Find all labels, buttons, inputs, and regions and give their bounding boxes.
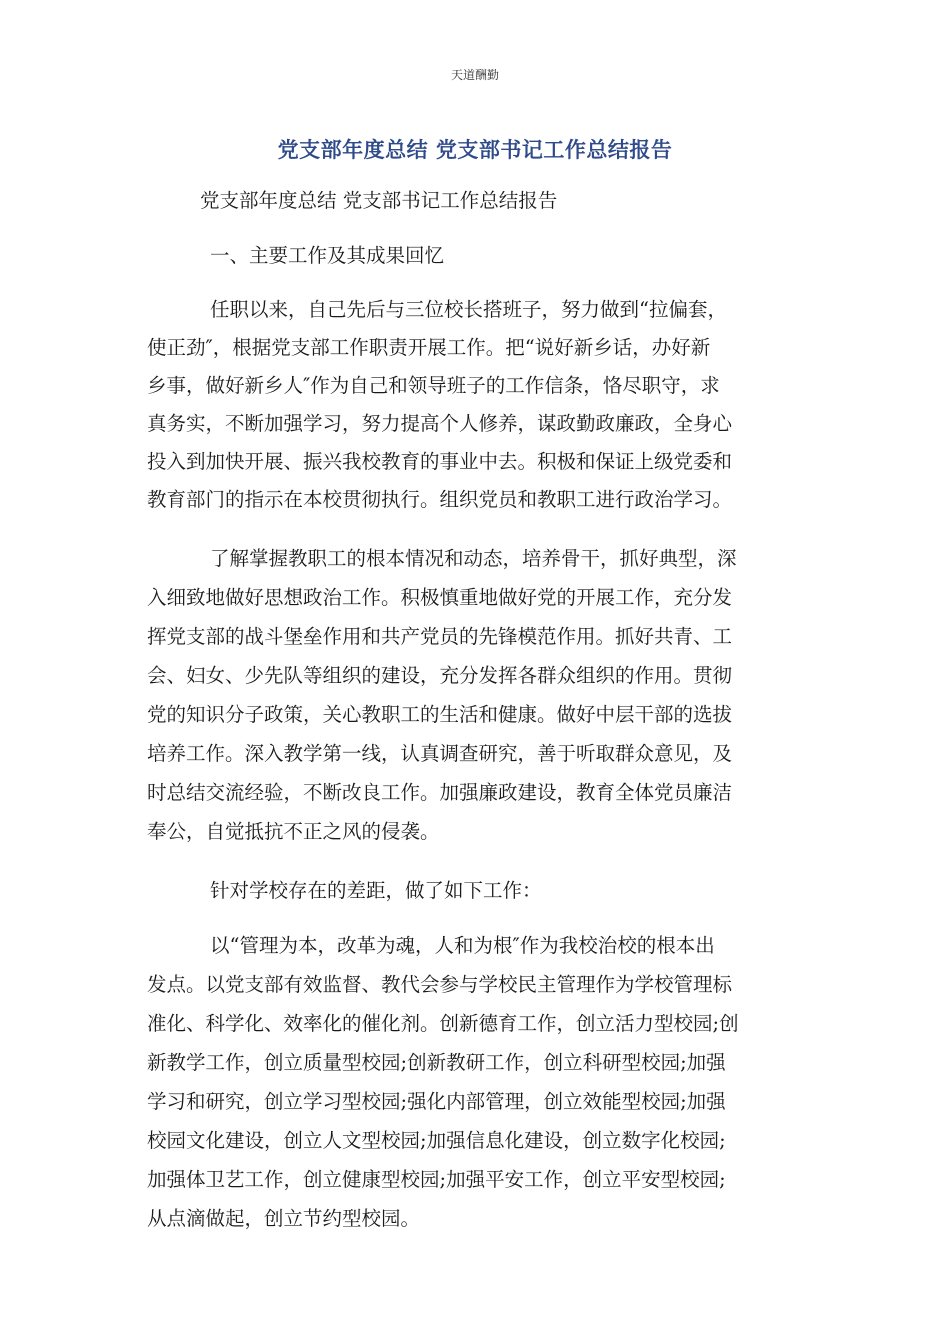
page-header: 天道酬勤 xyxy=(450,68,499,82)
paragraph-3-line-5: 投入到加快开展、振兴我校教育的事业中去。积极和保证上级党委和 xyxy=(147,450,733,473)
paragraph-3-line-6: 教育部门的指示在本校贯彻执行。组织党员和教职工进行政治学习。 xyxy=(147,488,733,511)
paragraph-3-line-2: 使正劲″，根据党支部工作职责开展工作。把“说好新乡话，办好新 xyxy=(147,336,711,359)
paragraph-4-line-4: 会、妇女、少先队等组织的建设，充分发挥各群众组织的作用。贯彻 xyxy=(147,664,733,687)
paragraph-6-line-2: 发点。以党支部有效监督、教代会参与学校民主管理作为学校管理标 xyxy=(147,973,733,996)
section-heading: 一、主要工作及其成果回忆 xyxy=(210,244,445,267)
paragraph-3-line-4: 真务实，不断加强学习，努力提高个人修养，谋政勤政廉政，全身心 xyxy=(147,412,733,435)
paragraph-4-line-3: 挥党支部的战斗堡垒作用和共产党员的先锋模范作用。抓好共青、工 xyxy=(147,625,733,648)
paragraph-6-line-3: 准化、科学化、效率化的催化剂。创新德育工作，创立活力型校园;创 xyxy=(147,1012,739,1035)
paragraph-4-line-2: 入细致地做好思想政治工作。积极慎重地做好党的开展工作，充分发 xyxy=(147,586,733,609)
paragraph-3-line-1: 任职以来，自己先后与三位校长搭班子，努力做到“拉偏套， xyxy=(210,298,727,321)
paragraph-6-line-6: 校园文化建设，创立人文型校园;加强信息化建设，创立数字化校园; xyxy=(147,1129,726,1152)
paragraph-4-line-6: 培养工作。深入教学第一线，认真调查研究，善于听取群众意见，及 xyxy=(147,742,733,765)
paragraph-5-line-1: 针对学校存在的差距，做了如下工作： xyxy=(210,879,542,902)
paragraph-6-line-7: 加强体卫艺工作，创立健康型校园;加强平安工作，创立平安型校园; xyxy=(147,1168,726,1191)
document-title: 党支部年度总结 党支部书记工作总结报告 xyxy=(277,138,673,162)
paragraph-3-line-3: 乡事，做好新乡人″作为自己和领导班子的工作信条，恪尽职守，求 xyxy=(147,374,720,397)
paragraph-1-line-1: 党支部年度总结 党支部书记工作总结报告 xyxy=(200,189,558,212)
paragraph-4-line-5: 党的知识分子政策，关心教职工的生活和健康。做好中层干部的选拔 xyxy=(147,703,733,726)
paragraph-4-line-8: 奉公，自觉抵抗不正之风的侵袭。 xyxy=(147,820,440,843)
paragraph-6-line-4: 新教学工作，创立质量型校园;创新教研工作，创立科研型校园;加强 xyxy=(147,1051,726,1074)
paragraph-4-line-1: 了解掌握教职工的根本情况和动态，培养骨干，抓好典型，深 xyxy=(210,547,737,570)
paragraph-6-line-5: 学习和研究，创立学习型校园;强化内部管理，创立效能型校园;加强 xyxy=(147,1090,726,1113)
paragraph-6-line-1: 以“管理为本，改革为魂，人和为根″作为我校治校的根本出 xyxy=(210,934,715,957)
paragraph-6-line-8: 从点滴做起，创立节约型校园。 xyxy=(147,1207,421,1230)
paragraph-4-line-7: 时总结交流经验，不断改良工作。加强廉政建设，教育全体党员廉洁 xyxy=(147,781,733,804)
